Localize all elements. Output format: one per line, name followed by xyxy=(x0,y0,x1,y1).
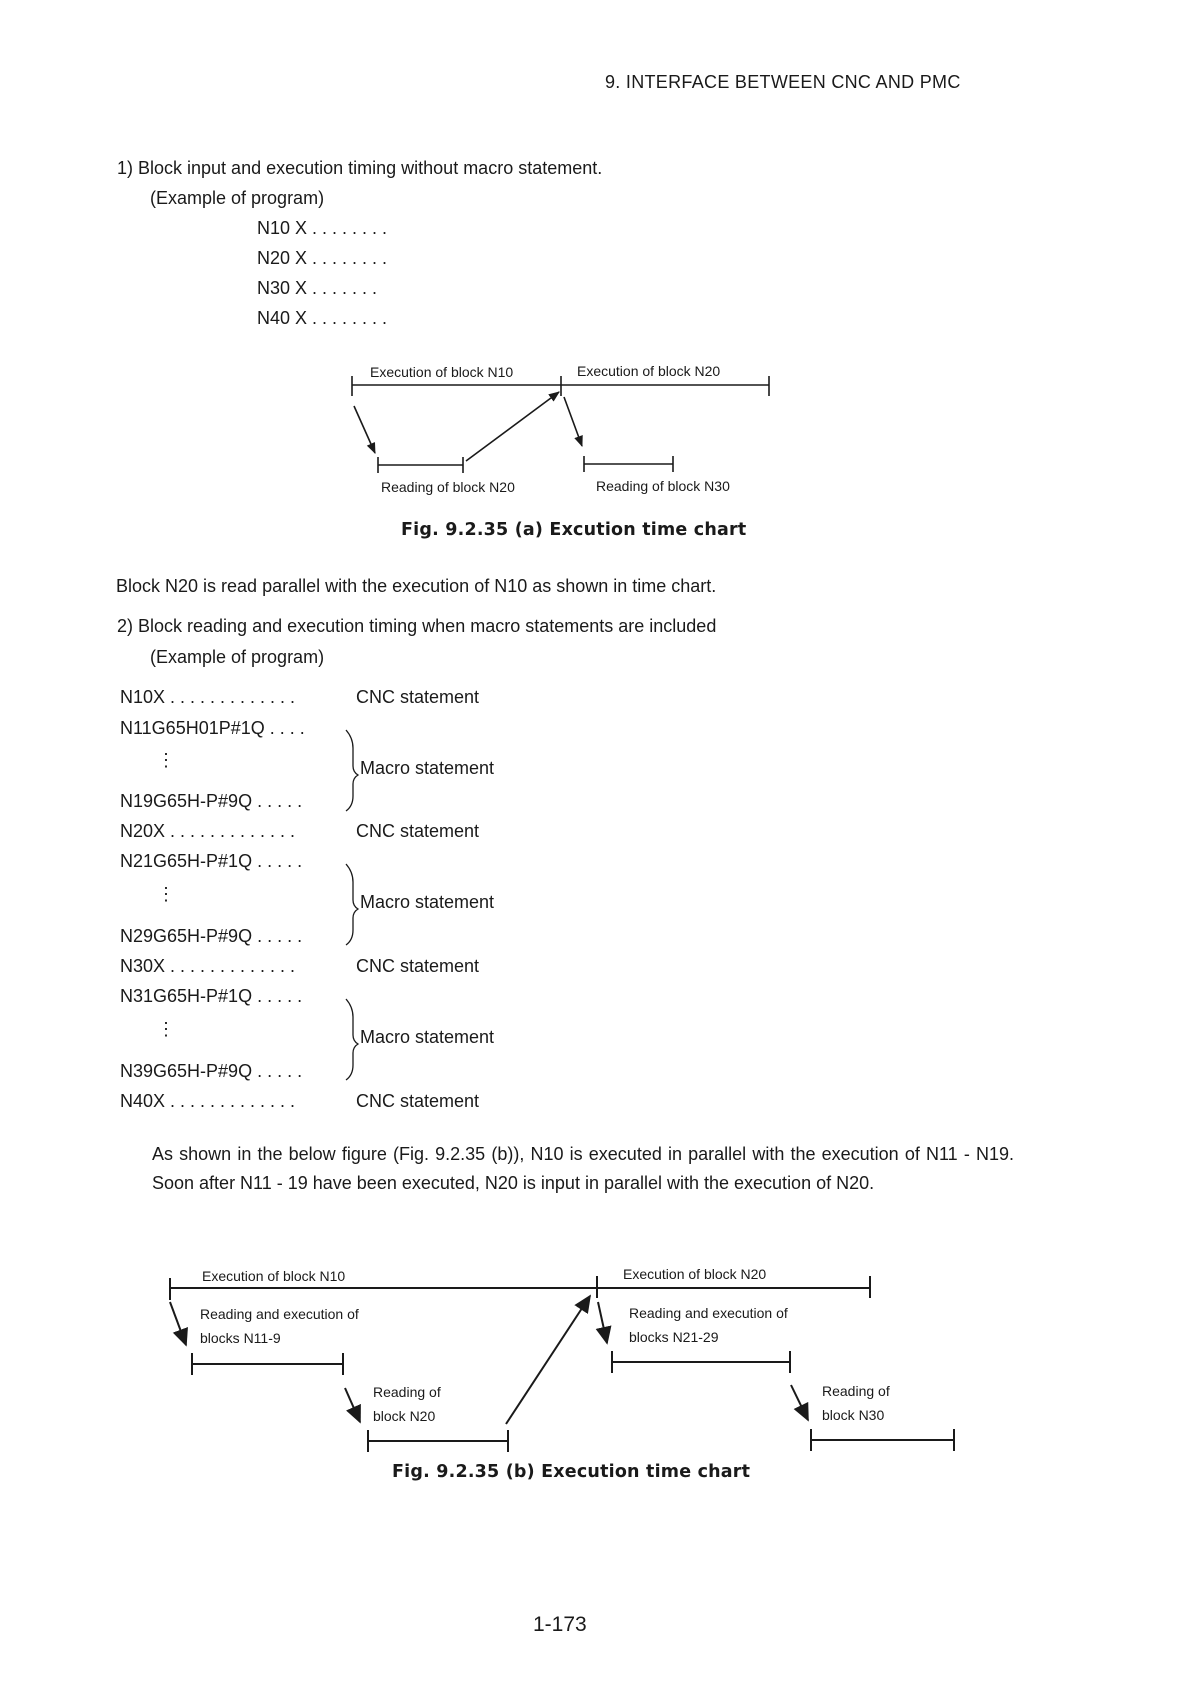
fig-a-exec-n10-label: Execution of block N10 xyxy=(370,364,514,380)
arrow-up-to-n20-exec xyxy=(466,392,559,461)
item2-title: 2) Block reading and execution timing when macro statements are included xyxy=(117,616,717,636)
fig-b-read-n30-label-line1: Reading of xyxy=(822,1383,890,1399)
item1-title: 1) Block input and execution timing without macro statement. xyxy=(117,158,603,178)
figure-b-timeline xyxy=(170,1276,954,1452)
macro-braces xyxy=(346,730,358,1080)
macro-line-n39: N39G65H-P#9Q . . . . . xyxy=(120,1061,303,1081)
arrow-down-n21 xyxy=(598,1302,607,1343)
arrow-down-n30 xyxy=(564,397,582,446)
macro-line-n31: N31G65H-P#1Q . . . . . xyxy=(120,986,303,1006)
fig-b-rex-n11-label-line1: Reading and execution of xyxy=(200,1306,359,1322)
figure-a-timeline xyxy=(352,376,769,473)
program-line-n40: N40 X . . . . . . . . xyxy=(257,308,388,328)
macro-line-n30: N30X . . . . . . . . . . . . . xyxy=(120,956,296,976)
vertical-ellipsis: ⋮ xyxy=(157,884,175,904)
brace-3 xyxy=(346,999,358,1080)
macro-line-n21: N21G65H-P#1Q . . . . . xyxy=(120,851,303,871)
macro-line-n29: N29G65H-P#9Q . . . . . xyxy=(120,926,303,946)
fig-a-exec-n20-label: Execution of block N20 xyxy=(577,363,721,379)
program-line-n30: N30 X . . . . . . . xyxy=(257,278,378,298)
cnc-statement-label: CNC statement xyxy=(356,956,480,976)
arrow-down-n20 xyxy=(354,406,375,453)
program-line-n20: N20 X . . . . . . . . xyxy=(257,248,388,268)
macro-statement-label: Macro statement xyxy=(360,892,495,912)
cnc-statement-label: CNC statement xyxy=(356,687,480,707)
macro-line-n10: N10X . . . . . . . . . . . . . xyxy=(120,687,296,707)
macro-line-n11: N11G65H01P#1Q . . . . xyxy=(120,718,305,738)
macro-statement-label: Macro statement xyxy=(360,758,495,778)
between-paragraph: Block N20 is read parallel with the execution of N10 as shown in time chart. xyxy=(116,576,717,596)
fig-b-caption: Fig. 9.2.35 (b) Execution time chart xyxy=(392,1462,751,1482)
arrow-down-n20 xyxy=(345,1388,360,1422)
cnc-statement-label: CNC statement xyxy=(356,1091,480,1111)
page-number: 1-173 xyxy=(533,1613,587,1636)
fig-b-rex-n11-label-line2: blocks N11-9 xyxy=(200,1330,281,1346)
arrow-down-n11 xyxy=(170,1302,186,1345)
brace-1 xyxy=(346,730,358,811)
fig-a-read-n30-label: Reading of block N30 xyxy=(596,478,730,494)
fig-b-exec-n10-label: Execution of block N10 xyxy=(202,1268,346,1284)
item1-example-label: (Example of program) xyxy=(150,188,325,208)
fig-b-rex-n21-label-line2: blocks N21-29 xyxy=(629,1329,719,1345)
arrow-down-n30 xyxy=(791,1385,808,1420)
section-header: 9. INTERFACE BETWEEN CNC AND PMC xyxy=(605,72,961,92)
brace-2 xyxy=(346,864,358,945)
fig-b-exec-n20-label: Execution of block N20 xyxy=(623,1266,767,1282)
macro-statement-label: Macro statement xyxy=(360,1027,495,1047)
program-line-n10: N10 X . . . . . . . . xyxy=(257,218,388,238)
macro-line-n19: N19G65H-P#9Q . . . . . xyxy=(120,791,303,811)
fig-b-rex-n21-label-line1: Reading and execution of xyxy=(629,1305,788,1321)
fig-a-read-n20-label: Reading of block N20 xyxy=(381,479,515,495)
fig-b-read-n30-label-line2: block N30 xyxy=(822,1407,885,1423)
fig-b-read-n20-label-line2: block N20 xyxy=(373,1408,436,1424)
vertical-ellipsis: ⋮ xyxy=(157,1019,175,1039)
vertical-ellipsis: ⋮ xyxy=(157,750,175,770)
fig-a-caption: Fig. 9.2.35 (a) Excution time chart xyxy=(401,520,747,540)
macro-line-n40: N40X . . . . . . . . . . . . . xyxy=(120,1091,296,1111)
explanation-paragraph: As shown in the below figure (Fig. 9.2.35 (b)), N10 is executed in parallel with the execution of N11 - N19. Soon after N11 - 19 have been executed, N20 is input in parallel with the execution of N20. xyxy=(152,1144,1014,1193)
macro-line-n20: N20X . . . . . . . . . . . . . xyxy=(120,821,296,841)
item2-example-label: (Example of program) xyxy=(150,647,325,667)
cnc-statement-label: CNC statement xyxy=(356,821,480,841)
arrow-up-to-n20-exec xyxy=(506,1296,590,1424)
fig-b-read-n20-label-line1: Reading of xyxy=(373,1384,441,1400)
